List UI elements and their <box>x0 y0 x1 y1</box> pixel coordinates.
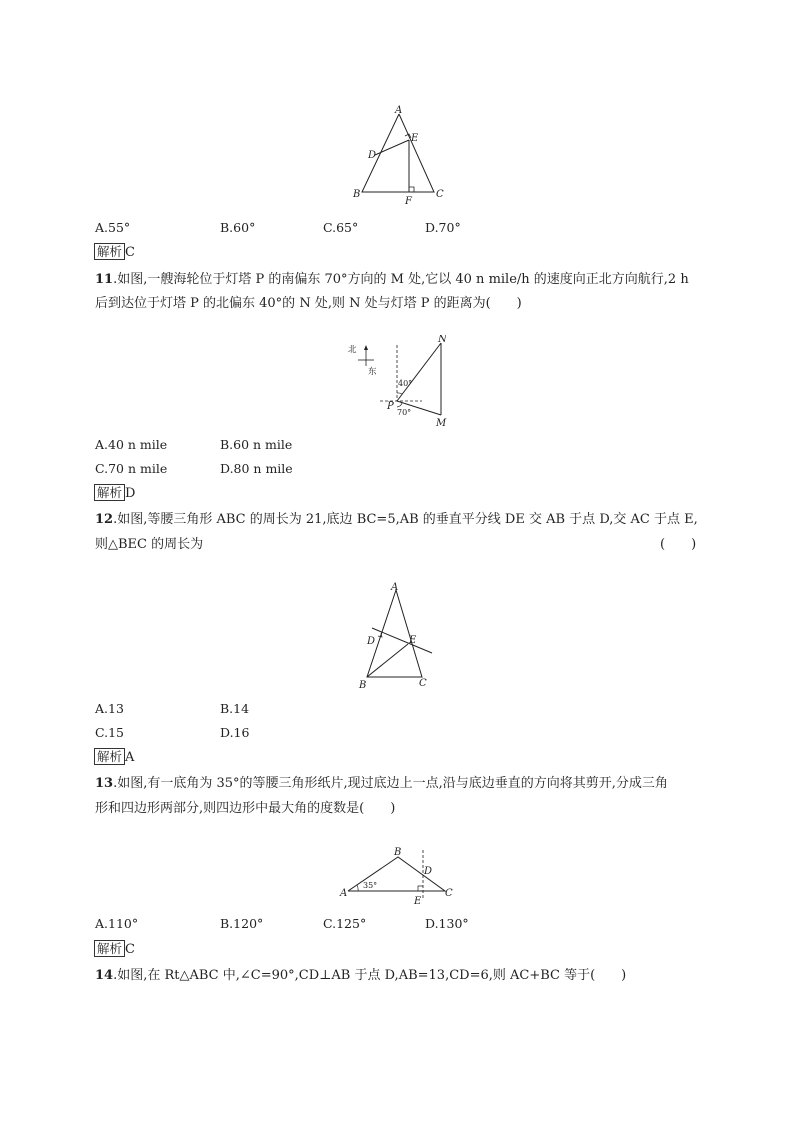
label-e: E <box>414 896 422 907</box>
q13-line2: 形和四边形两部分,则四边形中最大角的度数是( ) <box>95 801 396 816</box>
q11-line2: 后到达位于灯塔 P 的北偏东 40°的 N 处,则 N 处与灯塔 P 的距离为( ) <box>95 296 522 311</box>
q11-option-c: C.70 n mile <box>95 461 168 476</box>
q11-option-b: B.60 n mile <box>220 437 293 452</box>
q11-answer <box>94 484 135 501</box>
angle-40-label: 40° <box>398 379 413 388</box>
question-text: .如图,在 Rt△ABC 中,∠C=90°,CD⊥AB 于点 D,AB=13,CD=6,则 AC+BC 等于( ) <box>113 968 627 983</box>
angle-35-label: 35° <box>363 881 378 890</box>
question-number: 13 <box>95 776 114 791</box>
label-b: B <box>394 847 402 858</box>
q12-line1 <box>95 508 698 527</box>
q13-option-a: A.110° <box>95 916 139 931</box>
label-m: M <box>436 418 447 429</box>
q12-option-b: B.14 <box>220 701 250 716</box>
label-a: A <box>395 105 403 116</box>
figure-triangle-abc-def <box>340 100 460 210</box>
q12-line2: 则△BEC 的周长为 <box>95 537 204 552</box>
q12-option-a: A.13 <box>95 701 124 716</box>
q11-option-d: D.80 n mile <box>220 461 293 476</box>
label-d: D <box>424 866 433 877</box>
label-c: C <box>436 189 444 200</box>
q11-line1 <box>95 268 689 287</box>
q11-option-a: A.40 n mile <box>95 437 168 452</box>
label-e: E <box>409 635 417 646</box>
answer-tag: 解析 <box>94 748 125 765</box>
q10-option-d: D.70° <box>425 220 461 235</box>
answer-tag: 解析 <box>94 484 125 501</box>
answer-value: C <box>125 942 135 957</box>
label-b: B <box>353 189 361 200</box>
question-text: .如图,一艘海轮位于灯塔 P 的南偏东 70°方向的 M 处,它以 40 n mile/h 的速度向正北方向航行,2 h <box>113 272 689 287</box>
question-number: 11 <box>95 272 114 287</box>
answer-value: A <box>125 750 135 765</box>
label-p: P <box>387 401 394 412</box>
q10-answer <box>94 243 135 260</box>
q13-option-b: B.120° <box>220 916 264 931</box>
label-c: C <box>445 888 453 899</box>
angle-70-label: 70° <box>397 408 412 417</box>
q10-option-a: A.55° <box>95 220 131 235</box>
north-label: 北 <box>348 345 357 355</box>
q12-answer-paren: ( ) <box>660 537 697 552</box>
q14-line1 <box>95 964 626 983</box>
label-c: C <box>419 678 427 689</box>
figure-lighthouse <box>340 335 460 430</box>
q12-option-d: D.16 <box>220 725 250 740</box>
label-d: D <box>368 150 377 161</box>
q13-line1 <box>95 772 668 791</box>
label-e: E <box>411 133 419 144</box>
label-a: A <box>340 888 348 899</box>
q12-option-c: C.15 <box>95 725 124 740</box>
answer-value: D <box>125 486 136 501</box>
label-n: N <box>438 335 447 345</box>
q10-option-c: C.65° <box>323 220 359 235</box>
question-number: 14 <box>95 968 114 983</box>
question-text: .如图,有一底角为 35°的等腰三角形纸片,现过底边上一点,沿与底边垂直的方向将其剪开,分成三角 <box>113 776 668 791</box>
q12-answer <box>94 748 134 765</box>
answer-tag: 解析 <box>94 243 125 260</box>
q13-option-d: D.130° <box>425 916 469 931</box>
label-a: A <box>391 582 399 593</box>
question-number: 12 <box>95 512 114 527</box>
figure-isosceles-perpendicular-bisector <box>350 580 450 695</box>
answer-tag: 解析 <box>94 940 125 957</box>
answer-value: C <box>125 245 135 260</box>
q10-option-b: B.60° <box>220 220 256 235</box>
figure-cut-isosceles <box>335 840 460 910</box>
east-label: 东 <box>368 367 377 377</box>
label-f: F <box>405 196 412 207</box>
q13-option-c: C.125° <box>323 916 367 931</box>
question-text: .如图,等腰三角形 ABC 的周长为 21,底边 BC=5,AB 的垂直平分线 DE 交 AB 于点 D,交 AC 于点 E, <box>113 512 698 527</box>
q13-answer <box>94 940 135 957</box>
label-b: B <box>359 680 367 691</box>
label-d: D <box>367 636 376 647</box>
